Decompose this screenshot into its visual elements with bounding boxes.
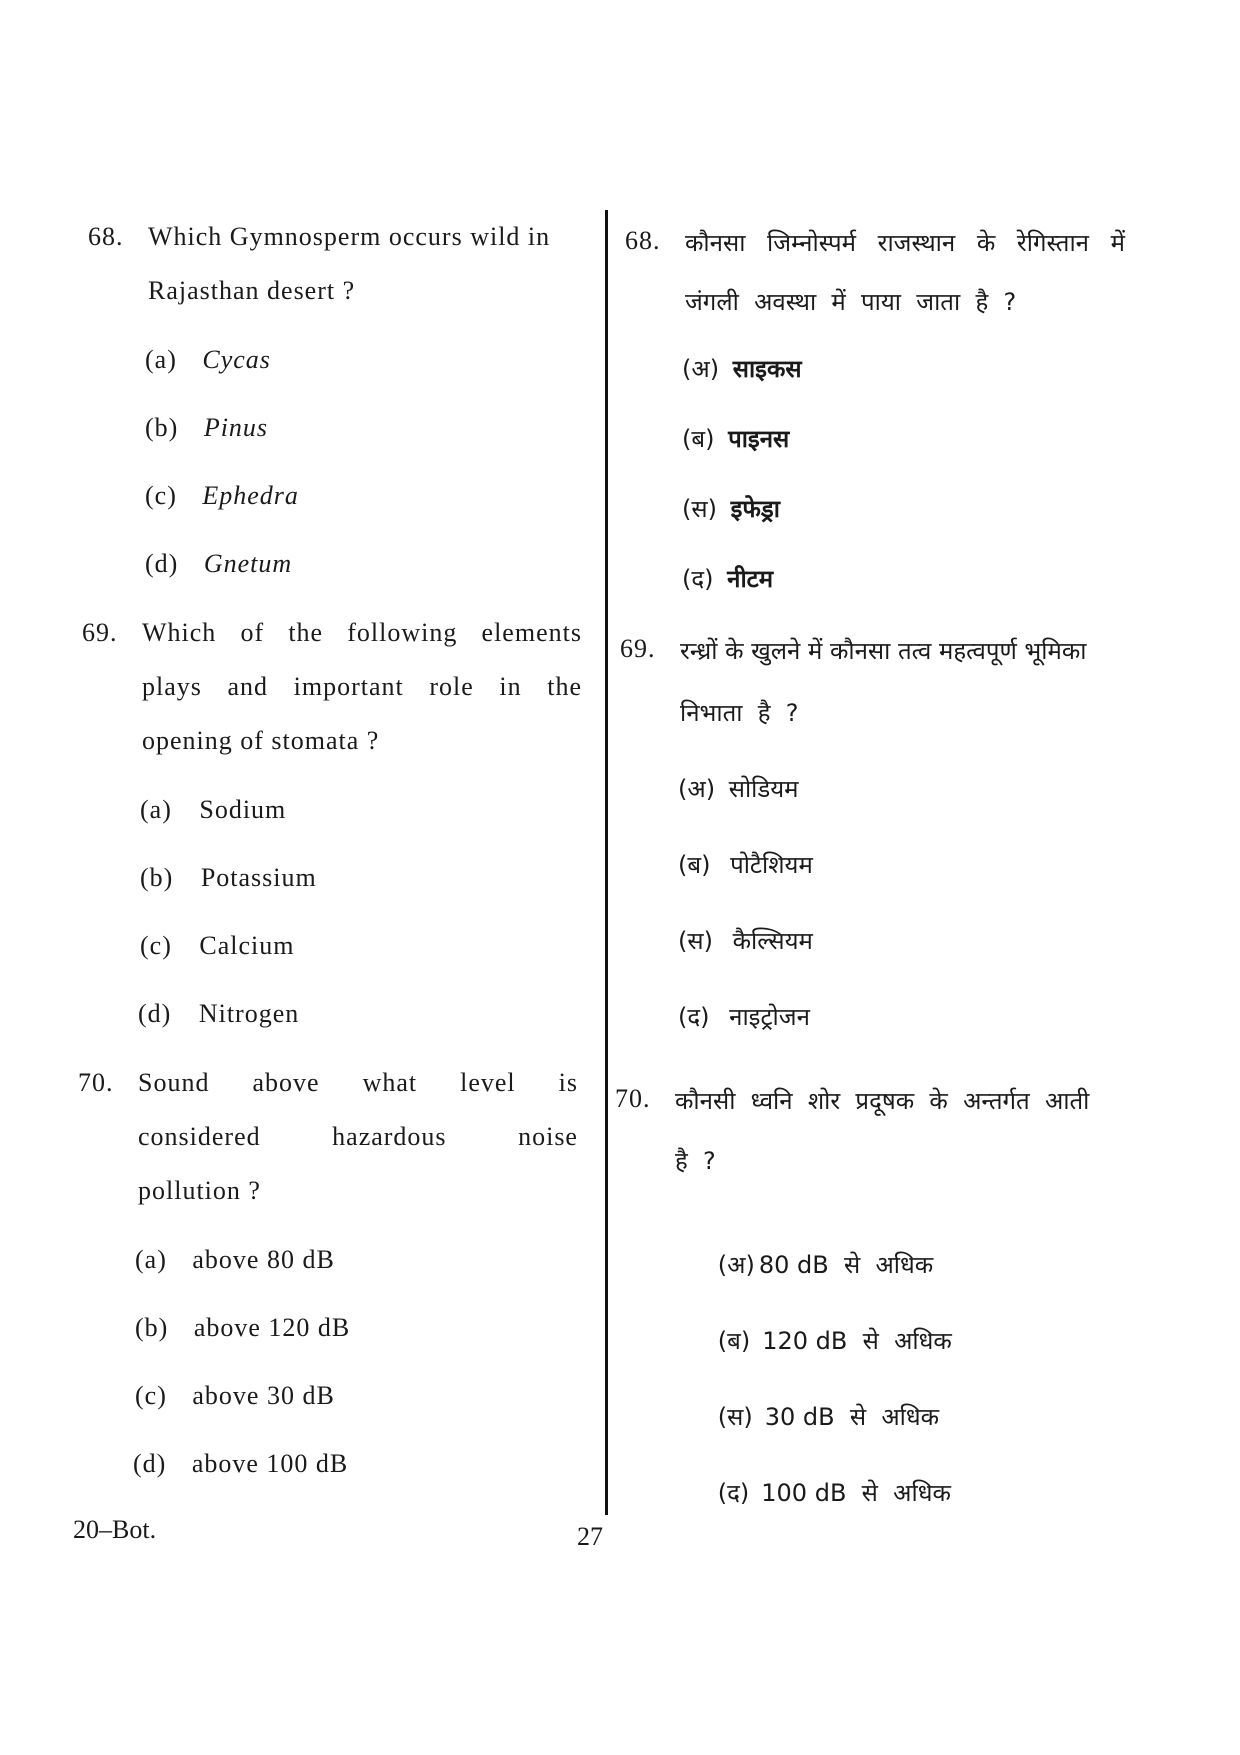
question-number: 70. (78, 1068, 114, 1097)
option-label: (d) (145, 549, 179, 578)
option-text: above 80 dB (192, 1245, 335, 1274)
question-text-line: निभाता है ? (680, 699, 799, 727)
option-a (682, 352, 802, 385)
question-text-line: Which Gymnosperm occurs wild in (148, 222, 551, 251)
option-label: (a) (135, 1245, 167, 1274)
option-text: सोडियम (728, 775, 799, 803)
option-label: (ब) (717, 1327, 751, 1355)
option-text: पाइनस (728, 425, 790, 453)
option-text: पोटैशियम (730, 851, 813, 879)
option-label: (b) (140, 863, 174, 892)
question-text-line: Which of the following elements (142, 618, 582, 647)
option-a (135, 1245, 335, 1275)
option-b (682, 422, 789, 455)
question-text-line: pollution ? (138, 1176, 261, 1205)
option-label: (अ) (717, 1251, 755, 1279)
option-text: 80 dB से अधिक (758, 1251, 934, 1279)
option-label: (अ) (682, 355, 720, 383)
question-number: 68. (88, 222, 124, 251)
option-b (135, 1313, 350, 1343)
option-text: 100 dB से अधिक (761, 1479, 951, 1507)
option-a (140, 795, 286, 825)
option-text: Gnetum (203, 549, 293, 578)
option-text: Calcium (199, 931, 295, 960)
column-divider (605, 210, 608, 1515)
option-c (145, 481, 299, 511)
option-text: इफेड्रा (730, 495, 780, 523)
option-label: (d) (138, 999, 172, 1028)
option-b (140, 863, 317, 893)
option-c (682, 492, 780, 525)
option-text: Cycas (202, 345, 271, 374)
option-d (138, 999, 299, 1029)
page-number: 27 (577, 1522, 603, 1551)
question-text-line: है ? (675, 1147, 716, 1175)
option-label: (अ) (678, 775, 716, 803)
question-text-line: कौनसी ध्वनि शोर प्रदूषक के अन्तर्गत आती (675, 1087, 1090, 1115)
option-a (145, 345, 271, 375)
option-text: Pinus (203, 413, 269, 442)
option-label: (द) (678, 1003, 710, 1031)
option-label: (d) (133, 1449, 167, 1478)
option-text: नाइट्रोजन (729, 1003, 810, 1031)
option-text: कैल्सियम (732, 927, 813, 955)
question-text-line: plays and important role in the (142, 672, 582, 701)
option-text: Potassium (200, 863, 317, 892)
option-b (145, 413, 268, 443)
option-text: 30 dB से अधिक (764, 1403, 940, 1431)
question-text-line: Sound above what level is (138, 1068, 578, 1097)
option-label: (स) (678, 927, 713, 955)
option-label: (c) (145, 481, 177, 510)
question-text-line: जंगली अवस्था में पाया जाता है ? (685, 288, 1017, 316)
option-text: above 120 dB (193, 1313, 351, 1342)
option-text: साइकस (732, 355, 802, 383)
question-number: 68. (625, 226, 661, 255)
option-d (133, 1449, 348, 1479)
option-c (135, 1381, 335, 1411)
option-c (140, 931, 294, 961)
option-d (678, 1000, 810, 1033)
option-text: Sodium (199, 795, 287, 824)
option-label: (c) (135, 1381, 167, 1410)
option-text: Ephedra (202, 481, 299, 510)
question-number: 69. (82, 618, 118, 647)
option-d (672, 1448, 951, 1537)
question-text-line: considered hazardous noise (138, 1122, 578, 1151)
question-number: 69. (620, 634, 656, 663)
option-label: (a) (145, 345, 177, 374)
question-text-line: opening of stomata ? (142, 726, 380, 755)
option-label: (स) (717, 1403, 753, 1431)
option-text: Nitrogen (198, 999, 300, 1028)
option-text: 120 dB से अधिक (762, 1327, 952, 1355)
question-text-line: रन्ध्रों के खुलने में कौनसा तत्व महत्वपूर्ण भूमिका (680, 637, 1087, 665)
option-a (678, 772, 799, 805)
option-label: (द) (717, 1479, 750, 1507)
option-text: above 30 dB (192, 1381, 335, 1410)
question-text-line: कौनसा जिम्नोस्पर्म राजस्थान के रेगिस्तान में (685, 229, 1125, 257)
option-label: (ब) (678, 851, 711, 879)
option-label: (a) (140, 795, 172, 824)
question-text-line: Rajasthan desert ? (148, 276, 356, 305)
option-label: (b) (145, 413, 179, 442)
option-label: (b) (135, 1313, 169, 1342)
booklet-code: 20–Bot. (73, 1515, 157, 1544)
question-number: 70. (615, 1084, 651, 1113)
option-text: above 100 dB (191, 1449, 349, 1478)
option-text: नीटम (727, 565, 774, 593)
option-label: (द) (682, 565, 714, 593)
option-b (678, 848, 813, 881)
option-c (678, 924, 813, 957)
option-label: (ब) (682, 425, 715, 453)
option-d (682, 562, 773, 595)
option-label: (c) (140, 931, 172, 960)
option-label: (स) (682, 495, 717, 523)
option-d (145, 549, 292, 579)
